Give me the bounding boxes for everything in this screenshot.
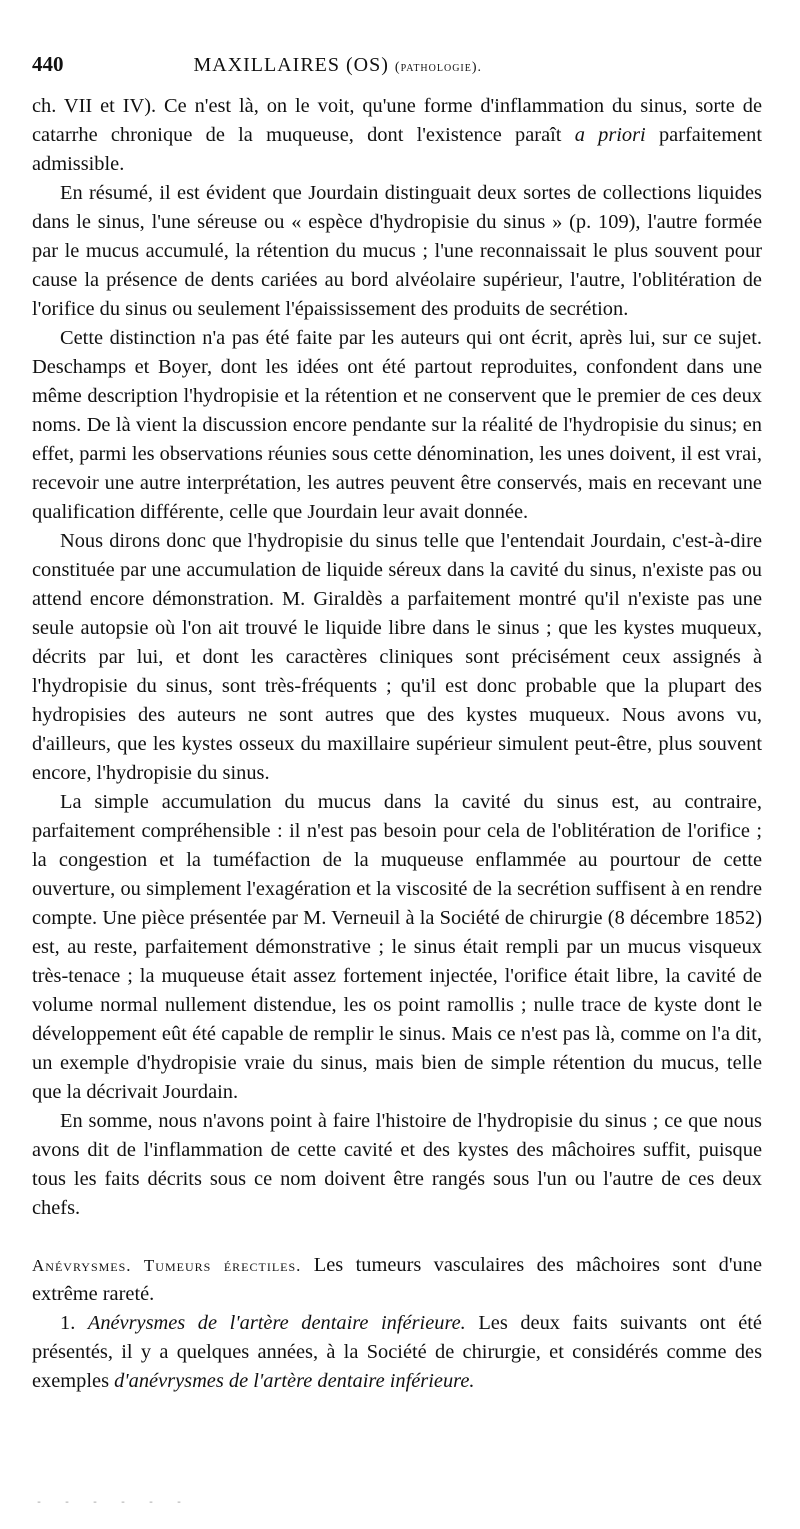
subsection-number: 1. — [60, 1312, 76, 1334]
paragraph-text: Cette distinction n'a pas été faite par les auteurs qui ont écrit, après lui, sur ce sujet. Deschamps et Boyer, dont les idées ont été partout reproduites, confondent dans une même description l'hydropisie et la rétention et ne conservent que le premier de ces deux noms. De là vient la discussion encore pendante sur la réalité de l'hydropisie du sinus; en effet, parmi les observations réunies sous cette dénomination, les unes doivent, il est vrai, recevoir une autre interprétation, les autres peuvent être conservés, mais en recevant une qualification différente, celle que Jourdain leur avait donnée. — [32, 327, 762, 523]
paragraph-text: parfaitement admissible. — [32, 124, 762, 175]
running-head-main: MAXILLAIRES (OS) — [193, 54, 389, 76]
footer-marks: - - - - - - — [36, 1498, 191, 1509]
paragraph — [32, 92, 762, 179]
paragraph-text: Nous dirons donc que l'hydropisie du sinus telle que l'entendait Jourdain, c'est-à-dire constituée par une accumulation de liquide séreux dans la cavité du sinus, n'existe pas ou attend encore démonstration. M. Giraldès a parfaitement montré qu'il n'existe pas une seule autopsie où l'on ait trouvé le liquide libre dans le sinus ; que les kystes muqueux, décrits par lui, et dont les caractères cliniques sont précisément ceux assignés à l'hydropisie du sinus, sont très-fréquents ; qu'il est donc probable que la plupart des hydropisies des auteurs ne sont autres que des kystes muqueux. Nous avons vu, d'ailleurs, que les kystes osseux du maxillaire supérieur simulent peut-être, plus souvent encore, l'hydropisie du sinus. — [32, 530, 762, 784]
page-number: 440 — [32, 52, 64, 76]
section-aneurysms — [32, 1251, 762, 1396]
paragraph — [32, 527, 762, 788]
paragraph-text: En résumé, il est évident que Jourdain distinguait deux sortes de collections liquides dans le sinus, l'une séreuse ou « espèce d'hydropisie du sinus » (p. 109), l'autre formée par le mucus accumulé, la rétention du mucus ; l'une reconnaissait le plus souvent pour cause la présence de dents cariées au bord alvéolaire supérieur, l'autre, l'oblitération de l'orifice du sinus ou seulement l'épaississement des produits de secrétion. — [32, 182, 762, 320]
section-heading-erectile: Tumeurs érectiles. — [143, 1256, 302, 1275]
subsection-title: Anévrysmes de l'artère dentaire inférieure. — [87, 1312, 466, 1334]
paragraph — [32, 1107, 762, 1223]
page — [32, 52, 762, 1396]
section-intro-text: Les tumeurs vasculaires des mâchoires sont d'une extrême rareté. — [32, 1254, 762, 1305]
running-head — [64, 54, 613, 77]
section-heading-aneurysms: Anévrysmes. — [32, 1256, 132, 1275]
page-header — [32, 52, 762, 92]
paragraph-text: La simple accumulation du mucus dans la cavité du sinus est, au contraire, parfaitement compréhensible : il n'est pas besoin pour cela de l'oblitération de l'orifice ; la congestion et la tuméfaction de la muqueuse enflammée au pourtour de cette ouverture, ou simplement l'exagération et la viscosité de la secrétion suffisent à en rendre compte. Une pièce présentée par M. Verneuil à la Société de chirurgie (8 décembre 1852) est, au reste, parfaitement démonstrative ; le sinus était rempli par un mucus visqueux très-tenace ; la muqueuse était assez fortement injectée, l'orifice était libre, la cavité de volume normal nullement distendue, les os point ramollis ; nulle trace de kyste dont le développement eût été capable de remplir le sinus. Mais ce n'est pas là, comme on l'a dit, un exemple d'hydropisie vraie du sinus, mais bien de simple rétention du mucus, telle que la décrivait Jourdain. — [32, 791, 762, 1103]
section-gap — [32, 1223, 762, 1251]
body-text — [32, 92, 762, 1223]
running-head-sub: (pathologie). — [394, 60, 483, 75]
paragraph-text: En somme, nous n'avons point à faire l'histoire de l'hydropisie du sinus ; ce que nous avons dit de l'inflammation de cette cavité et des kystes des mâchoires suffit, puisque tous les faits décrits sous ce nom doivent être rangés sous l'un ou l'autre de ces deux chefs. — [32, 1110, 762, 1219]
subsection-paragraph — [32, 1309, 762, 1396]
subsection-text: Les deux faits suivants ont été présentés, il y a quelques années, à la Société de chirurgie, et considérés comme des exemples — [32, 1312, 762, 1392]
paragraph-text: ch. VII et IV). Ce n'est là, on le voit, qu'une forme d'inflammation du sinus, sorte de catarrhe chronique de la muqueuse, dont l'existence paraît — [32, 95, 762, 146]
paragraph — [32, 788, 762, 1107]
paragraph — [32, 179, 762, 324]
section-intro-paragraph — [32, 1251, 762, 1309]
paragraph — [32, 324, 762, 527]
subsection-text-italic: d'anévrysmes de l'artère dentaire inférieure. — [114, 1370, 475, 1392]
paragraph-italic-text: a priori — [574, 124, 646, 146]
